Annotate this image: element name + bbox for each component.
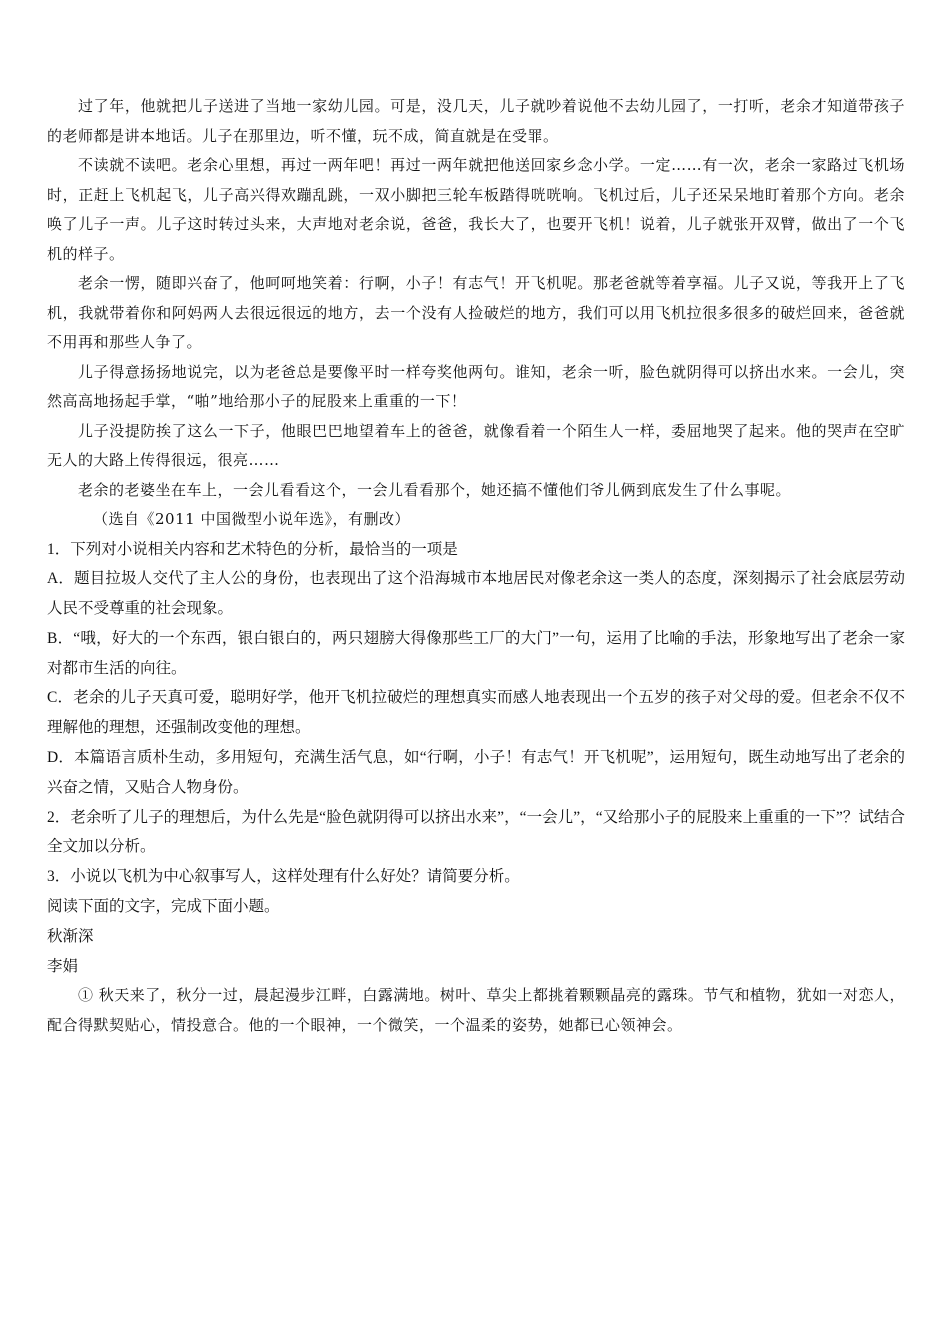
reading-instruction: 阅读下面的文字，完成下面小题。 <box>47 898 280 916</box>
story-paragraph-1: 过了年，他就把儿子送进了当地一家幼儿园。可是，没几天，儿子就吵着说他不去幼儿园了，一打听，老余才知道带孩子的老师都是讲本地话。儿子在那里边，听不懂，玩不成，简直就是在受罪。 <box>47 97 905 145</box>
essay-title: 秋渐深 <box>47 927 94 945</box>
question-3: 3．小说以飞机为中心叙事写人，这样处理有什么好处？请简要分析。 <box>47 868 520 886</box>
story-paragraph-2: 不读就不读吧。老余心里想，再过一两年吧！再过一两年就把他送回家乡念小学。一定……有一次，老余一家路过飞机场时，正赶上飞机起飞，儿子高兴得欢蹦乱跳，一双小脚把三轮车板踏得咣咣响。飞机过后，儿子还呆呆地盯着那个方向。老余唤了儿子一声。儿子这时转过头来，大声地对老余说，爸爸，我长大了，也要开飞机！说着，儿子就张开双臂，做出了一个飞机的样子。 <box>47 156 905 263</box>
essay-author: 李娟 <box>47 957 79 975</box>
question-1-option-d: D．本篇语言质朴生动，多用短句，充满生活气息，如“行啊，小子！有志气！开飞机呢”，运用短句，既生动地写出了老余的兴奋之情，又贴合人物身份。 <box>47 749 905 796</box>
question-1-option-a: A．题目拉圾人交代了主人公的身份，也表现出了这个沿海城市本地居民对像老余这一类人的态度，深刻揭示了社会底层劳动人民不受尊重的社会现象。 <box>47 570 905 618</box>
story-paragraph-5: 儿子没提防挨了这么一下子，他眼巴巴地望着车上的爸爸，就像看着一个陌生人一样，委屈地哭了起来。他的哭声在空旷无人的大路上传得很远，很亮…… <box>47 421 905 469</box>
question-1-option-c: C．老余的儿子天真可爱，聪明好学，他开飞机拉破烂的理想真实而感人地表现出一个五岁的孩子对父母的爱。但老余不仅不理解他的理想，还强制改变他的理想。 <box>47 689 905 737</box>
story-paragraph-4: 儿子得意扬扬地说完，以为老爸总是要像平时一样夸奖他两句。谁知，老余一听，脸色就阴得可以挤出水来。一会儿，突然高高地扬起手掌，“啪”地给那小子的屁股来上重重的一下！ <box>47 362 905 410</box>
question-1: 1．下列对小说相关内容和艺术特色的分析，最恰当的一项是 <box>47 540 458 558</box>
story-paragraph-3: 老余一愣，随即兴奋了，他呵呵地笑着：行啊，小子！有志气！开飞机呢。那老爸就等着享福。儿子又说，等我开上了飞机，我就带着你和阿妈两人去很远很远的地方，去一个没有人捡破烂的地方，我们可以用飞机拉很多很多的破烂回来，爸爸就不用再和那些人争了。 <box>47 274 905 351</box>
story-source: （选自《2011 中国微型小说年选》，有删改） <box>93 510 410 528</box>
story-paragraph-6: 老余的老婆坐在车上，一会儿看看这个，一会儿看看那个，她还搞不懂他们爷儿俩到底发生了什么事呢。 <box>78 480 792 499</box>
essay-paragraph-1: ① 秋天来了，秋分一过，晨起漫步江畔，白露满地。树叶、草尖上都挑着颗颗晶亮的露珠。节气和植物，犹如一对恋人，配合得默契贴心，情投意合。他的一个眼神，一个微笑，一个温柔的姿势，她都已心领神会。 <box>47 986 905 1034</box>
question-1-option-b: B．“哦，好大的一个东西，银白银白的，两只翅膀大得像那些工厂的大门”一句，运用了比喻的手法，形象地写出了老余一家对都市生活的向往。 <box>47 629 905 677</box>
document-page <box>47 92 905 1040</box>
question-2: 2．老余听了儿子的理想后，为什么先是“脸色就阴得可以挤出水来”，“一会儿”，“又给那小子的屁股来上重重的一下”？试结合全文加以分析。 <box>47 808 905 856</box>
